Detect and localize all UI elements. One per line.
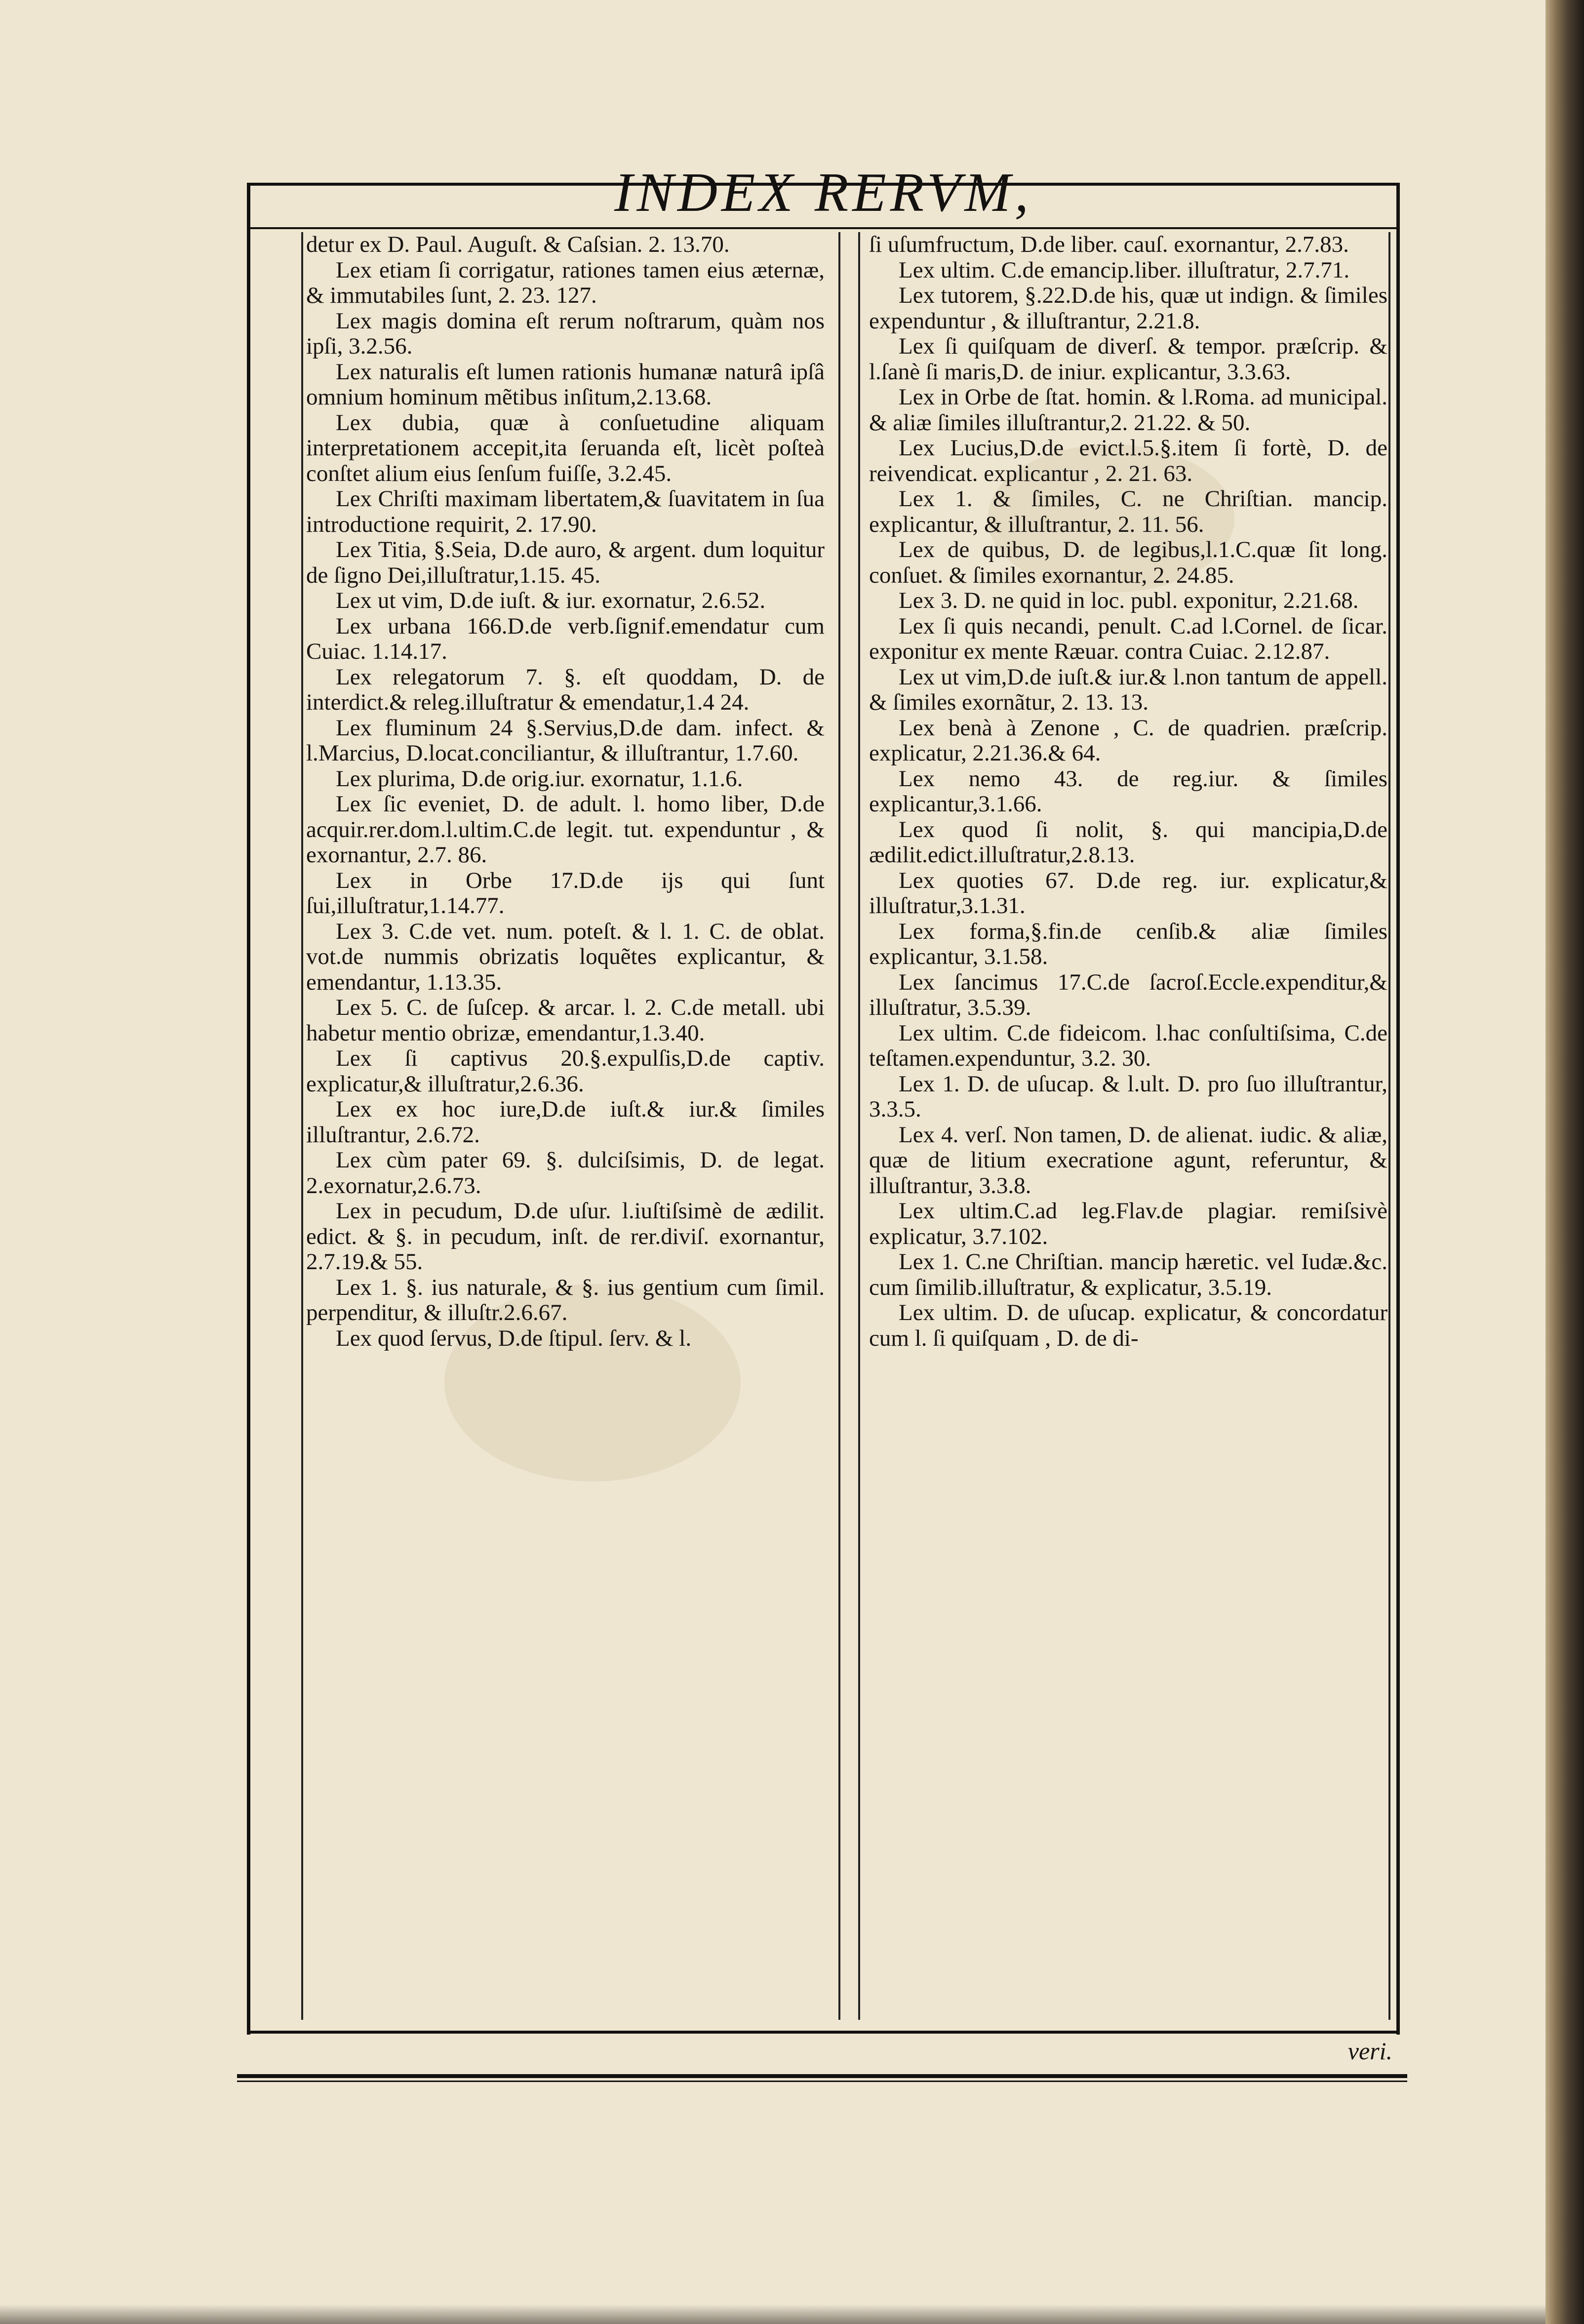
index-entry: Lex benà à Zenone , C. de quadrien. præſcrip. explicatur, 2.21.36.& 64. [869,715,1387,766]
footer-rule [237,2074,1407,2078]
index-entry: Lex ultim.C.ad leg.Flav.de plagiar. remiſsivè explicatur, 3.7.102. [869,1198,1387,1249]
book-gutter [1545,0,1584,2324]
index-entry: Lex ultim. C.de fideicom. l.hac conſultiſsima, C.de teſtamen.expenduntur, 3.2. 30. [869,1020,1387,1071]
frame-bottom-rule [247,2031,1400,2034]
index-entry: Lex quod ſi nolit, §. qui mancipia,D.de ædilit.edict.illuſtratur,2.8.13. [869,816,1387,868]
index-entry: Lex ut vim, D.de iuſt. & iur. exornatur, 2.6.52. [336,588,766,613]
index-entry: Lex ſi captivus 20.§.expulſis,D.de captiv. explicatur,& illuſtratur,2.6.36. [306,1045,825,1097]
column-rule-left [301,232,303,2020]
index-entry: Lex 1. D. de uſucap. & l.ult. D. pro ſuo illuſtrantur, 3.3.5. [869,1071,1387,1122]
index-entry: Lex ultim. D. de uſucap. explicatur, & concordatur cum l. ſi quiſquam , D. de di- [869,1300,1387,1351]
index-entry: Lex fluminum 24 §.Servius,D.de dam. infect. & l.Marcius, D.locat.conciliantur, & illuſtrantur, 1.7.60. [306,715,825,766]
index-entry: Lex de quibus, D. de legibus,l.1.C.quæ ſit long. conſuet. & ſimiles exornantur, 2. 24.85. [869,537,1387,588]
index-entry: Lex quod ſervus, D.de ſtipul. ſerv. & l. [336,1325,692,1351]
index-entry: Lex forma,§.fin.de cenſib.& aliæ ſimiles explicantur, 3.1.58. [869,918,1387,969]
page-shadow [0,2304,1545,2324]
column-divider [858,232,860,2020]
index-entry: Lex magis domina eſt rerum noſtrarum, quàm nos ipſi, 3.2.56. [306,308,825,359]
index-entry: Lex Chriſti maximam libertatem,& ſuavitatem in ſua introductione requirit, 2. 17.90. [306,486,825,537]
index-entry: Lex quoties 67. D.de reg. iur. explicatur,& illuſtratur,3.1.31. [869,867,1387,919]
page-title: INDEX RERVM, [614,162,1032,223]
index-entry: Lex ſi quis necandi, penult. C.ad l.Cornel. de ſicar. exponitur ex mente Ræuar. contra Cuiac. 2.12.87. [869,613,1387,664]
index-entry: Lex in Orbe 17.D.de ijs qui ſunt ſui,illuſtratur,1.14.77. [306,867,825,919]
index-entry: Lex in pecudum, D.de uſur. l.iuſtiſsimè de ædilit. edict. & §. in pecudum, inſt. de rer.diviſ. exornantur, 2.7.19.& 55. [306,1198,825,1275]
index-entry: Lex 3. D. ne quid in loc. publ. exponitur, 2.21.68. [899,588,1359,613]
index-entry: Lex etiam ſi corrigatur, rationes tamen eius æternæ, & immutabiles ſunt, 2. 23. 127. [306,257,825,308]
index-entry: Lex plurima, D.de orig.iur. exornatur, 1.1.6. [336,765,743,792]
index-entry: Lex 5. C. de ſuſcep. & arcar. l. 2. C.de metall. ubi habetur mentio obrizæ, emendantur,1.3.40. [306,995,825,1046]
index-entry: Lex ex hoc iure,D.de iuſt.& iur.& ſimiles illuſtrantur, 2.6.72. [306,1096,825,1148]
index-entry: Lex 1. C.ne Chriſtian. mancip hæretic. vel Iudæ.&c. cum ſimilib.illuſtratur, & explicatur, 3.5.19. [869,1249,1387,1300]
left-column [306,232,825,2025]
index-entry: Lex ſi quiſquam de diverſ. & tempor. præſcrip. & l.ſanè ſi maris,D. de iniur. explicantur, 3.3.63. [869,333,1387,385]
index-entry: Lex in Orbe de ſtat. homin. & l.Roma. ad municipal. & aliæ ſimiles illuſtrantur,2. 21.22. & 50. [869,384,1387,436]
index-entry: detur ex D. Paul. Auguſt. & Caſsian. 2. 13.70. [306,232,730,257]
index-entry: Lex ut vim,D.de iuſt.& iur.& l.non tantum de appell. & ſimiles exornãtur, 2. 13. 13. [869,664,1387,715]
index-entry: Lex ſancimus 17.C.de ſacroſ.Eccle.expenditur,& illuſtratur, 3.5.39. [869,969,1387,1020]
right-column [869,232,1387,2025]
index-entry: Lex 1. & ſimiles, C. ne Chriſtian. mancip. explicantur, & illuſtrantur, 2. 11. 56. [869,486,1387,537]
index-entry: Lex urbana 166.D.de verb.ſignif.emendatur cum Cuiac. 1.14.17. [306,613,825,664]
index-entry: Lex relegatorum 7. §. eſt quoddam, D. de interdict.& releg.illuſtratur & emendatur,1.4 24. [306,664,825,715]
column-rule-right [1388,232,1390,2020]
index-entry: Lex 4. verſ. Non tamen, D. de alienat. iudic. & aliæ, quæ de litium execratione agunt, referuntur, & illuſtrantur, 3.3.8. [869,1122,1387,1199]
index-entry: Lex ſic eveniet, D. de adult. l. homo liber, D.de acquir.rer.dom.l.ultim.C.de legit. tut. expenduntur , & exornantur, 2.7. 86. [306,791,825,868]
header-rule [250,227,1396,229]
index-entry: Lex cùm pater 69. §. dulciſsimis, D. de legat. 2.exornatur,2.6.73. [306,1147,825,1199]
footer-rule [237,2081,1407,2082]
index-entry: Lex Titia, §.Seia, D.de auro, & argent. dum loquitur de ſigno Dei,illuſtratur,1.15. 45. [306,537,825,588]
column-divider [838,232,840,2020]
index-entry: Lex Lucius,D.de evict.l.5.§.item ſi fortè, D. de reivendicat. explicantur , 2. 21. 63. [869,435,1387,486]
index-entry: Lex naturalis eſt lumen rationis humanæ naturâ ipſâ omnium hominum mẽtibus inſitum,2.13.68. [306,359,825,410]
index-entry: Lex 3. C.de vet. num. poteſt. & l. 1. C. de oblat. vot.de nummis obrizatis loquẽtes explicantur, & emendantur, 1.13.35. [306,918,825,995]
index-entry: Lex 1. §. ius naturale, & §. ius gentium cum ſimil. perpenditur, & illuſtr.2.6.67. [306,1274,825,1325]
index-entry: Lex nemo 43. de reg.iur. & ſimiles explicantur,3.1.66. [869,765,1387,817]
index-entry: Lex ultim. C.de emancip.liber. illuſtratur, 2.7.71. [899,257,1350,283]
index-entry: Lex dubia, quæ à conſuetudine aliquam interpretationem accepit,ita ſeruanda eſt, licèt poſteà conſtet alium eius ſenſum fuiſſe, 3.2.45. [306,409,825,486]
index-entry: Lex tutorem, §.22.D.de his, quæ ut indign. & ſimiles expenduntur , & illuſtrantur, 2.21.8. [869,282,1387,334]
index-entry: ſi uſumfructum, D.de liber. cauſ. exornantur, 2.7.83. [869,232,1349,257]
catchword: veri. [1347,2037,1392,2065]
